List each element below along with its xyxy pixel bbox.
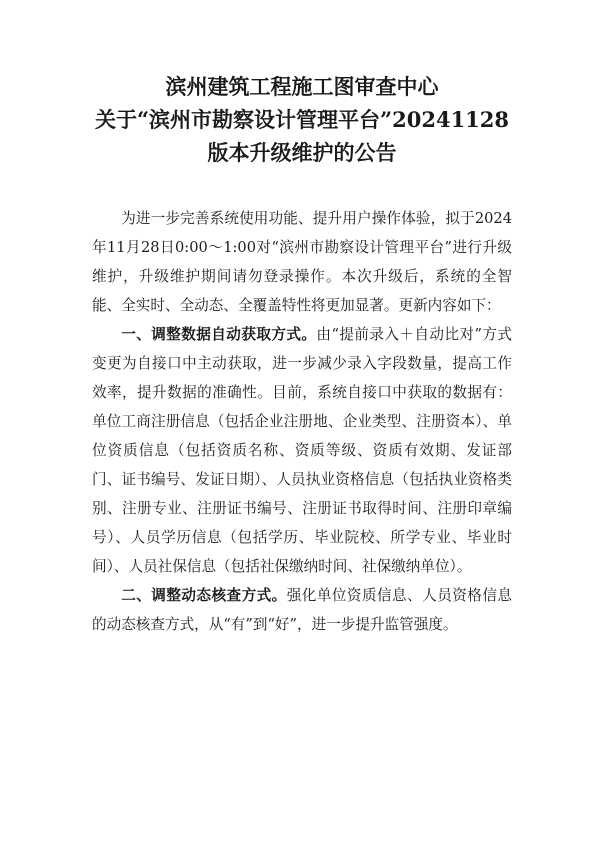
notice-body	[92, 204, 512, 639]
title-line-1: 滨州建筑工程施工图审查中心	[165, 74, 439, 99]
intro-paragraph: 为进一步完善系统使用功能、提升用户操作体验，拟于2024年11月28日0:00～1:00对“滨州市勘察设计管理平台”进行升级维护，升级维护期间请勿登录操作。本次升级后，系统的全智能、全实时、全动态、全覆盖特性将更加显著。更新内容如下：	[92, 210, 512, 314]
item-1-paragraph	[92, 320, 512, 581]
item-1-text: 由“提前录入＋自动比对”方式变更为自接口中主动获取，进一步减少录入字段数量，提高工作效率，提升数据的准确性。目前，系统自接口中获取的数据有：单位工商注册信息（包括企业注册地、企业类型、注册资本）、单位资质信息（包括资质名称、资质等级、资质有效期、发证部门、证书编号、发证日期）、人员执业资格信息（包括执业资格类别、注册专业、注册证书编号、注册证书取得时间、注册印章编号）、人员学历信息（包括学历、毕业院校、所学专业、毕业时间）、人员社保信息（包括社保缴纳时间、社保缴纳单位）。	[92, 326, 512, 575]
item-2-text: 强化单位资质信息、人员资格信息的动态核查方式，从“有”到“好”，进一步提升监管强度。	[92, 587, 512, 633]
item-1-heading: 一、调整数据自动获取方式。	[121, 326, 317, 343]
notice-title	[92, 70, 512, 169]
item-2-paragraph	[92, 581, 512, 639]
item-2-heading: 二、调整动态核查方式。	[121, 587, 287, 604]
title-line-2: 关于“滨州市勘察设计管理平台”20241128	[94, 107, 510, 132]
title-line-3: 版本升级维护的公告	[207, 140, 397, 165]
